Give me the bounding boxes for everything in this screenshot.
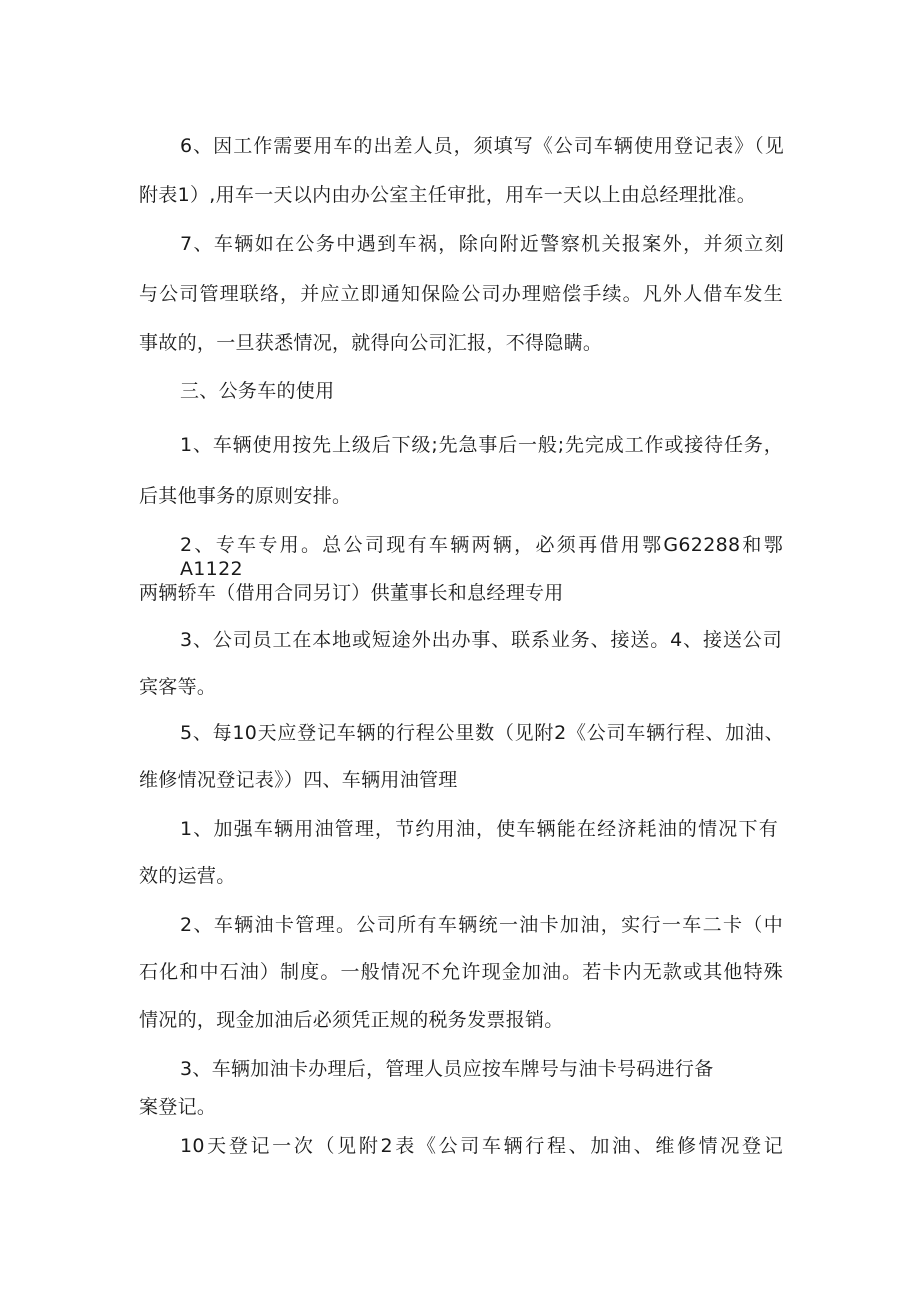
section-heading: 三、公务车的使用 (180, 380, 335, 402)
text-line: 后其他事务的原则安排。 (139, 485, 352, 507)
text-line: 6、因工作需要用车的出差人员，须填写《公司车辆使用登记表》（见 (180, 135, 784, 157)
text-line: 案登记。 (139, 1096, 217, 1118)
text-line: 3、公司员工在本地或短途外出办事、联系业务、接送。4、接送公司 (180, 629, 782, 651)
text-line: 维修情况登记表》）四、车辆用油管理 (139, 769, 458, 791)
text-line: 事故的，一旦获悉情况，就得向公司汇报，不得隐瞒。 (139, 332, 603, 354)
text-line: 两辆轿车（借用合同另订）供董事长和息经理专用 (139, 582, 564, 604)
text-line: 2、专车专用。总公司现有车辆两辆，必须再借用鄂G62288和鄂A1122 (180, 534, 783, 580)
text-line: 2、车辆油卡管理。公司所有车辆统一油卡加油，实行一车二卡（中 (180, 914, 783, 936)
text-line: 1、加强车辆用油管理，节约用油，使车辆能在经济耗油的情况下有 (180, 818, 778, 840)
text-line: 情况的，现金加油后必须凭正规的税务发票报销。 (139, 1009, 564, 1031)
text-line: 5、每10天应登记车辆的行程公里数（见附2《公司车辆行程、加油、 (180, 722, 784, 744)
text-line: 宾客等。 (139, 676, 217, 698)
text-line: 10天登记一次（见附2表《公司车辆行程、加油、维修情况登记 (180, 1135, 783, 1157)
text-line: 附表1）,用车一天以内由办公室主任审批，用车一天以上由总经理批准。 (139, 184, 757, 206)
text-line: 1、车辆使用按先上级后下级;先急事后一般;先完成工作或接待任务， (180, 434, 783, 456)
text-line: 效的运营。 (139, 865, 236, 887)
text-line: 石化和中石油）制度。一般情况不允许现金加油。若卡内无款或其他特殊 (139, 961, 783, 983)
text-line: 3、车辆加油卡办理后，管理人员应按车牌号与油卡号码进行备 (180, 1058, 714, 1080)
text-line: 与公司管理联络，并应立即通知保险公司办理赔偿手续。凡外人借车发生 (139, 283, 783, 305)
text-line: 7、车辆如在公务中遇到车祸，除向附近警察机关报案外，并须立刻 (180, 233, 784, 255)
